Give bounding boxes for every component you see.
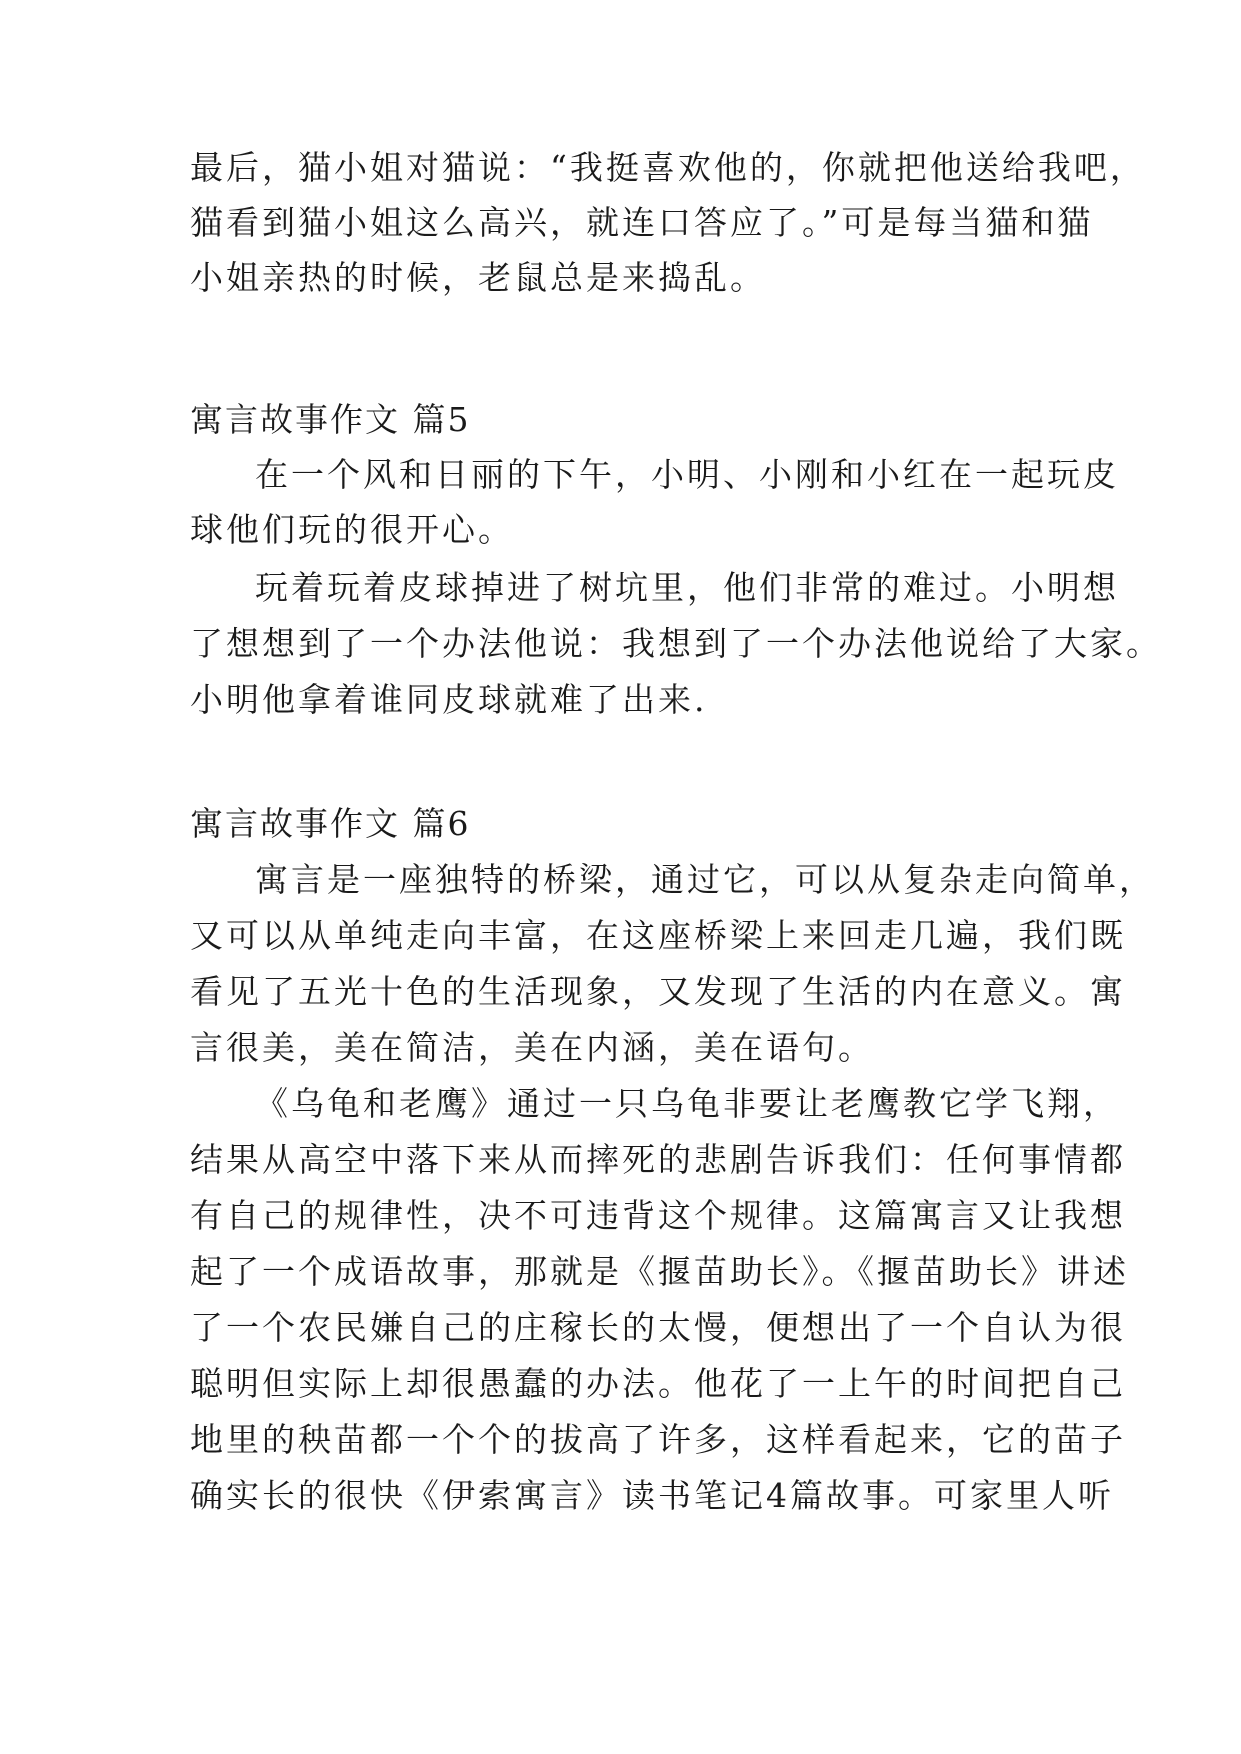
paragraph-line: 起了一个成语故事，那就是《揠苗助长》。《揠苗助长》讲述 [190,1252,1129,1291]
section-heading-5: 寓言故事作文 篇5 [190,400,471,439]
paragraph-line: 在一个风和日丽的下午，小明、小刚和小红在一起玩皮 [255,455,1119,494]
paragraph-line: 地里的秧苗都一个个的拔高了许多，这样看起来，它的苗子 [190,1420,1126,1459]
paragraph-line: 寓言是一座独特的桥梁，通过它，可以从复杂走向简单， [255,860,1155,899]
paragraph-line: 小明他拿着谁同皮球就难了出来. [190,680,708,719]
paragraph-line: 聪明但实际上却很愚蠢的办法。他花了一上午的时间把自己 [190,1364,1126,1403]
paragraph-line: 结果从高空中落下来从而摔死的悲剧告诉我们：任何事情都 [190,1140,1126,1179]
paragraph-line: 小姐亲热的时候，老鼠总是来捣乱。 [190,258,766,297]
paragraph-line: 了想想到了一个办法他说：我想到了一个办法他说给了大家。 [190,624,1162,663]
paragraph-line: 确实长的很快《伊索寓言》读书笔记4篇故事。可家里人听 [190,1476,1114,1515]
section-heading-6: 寓言故事作文 篇6 [190,804,471,843]
paragraph-line: 玩着玩着皮球掉进了树坑里，他们非常的难过。小明想 [255,568,1119,607]
paragraph-line: 球他们玩的很开心。 [190,510,514,549]
paragraph-line: 又可以从单纯走向丰富，在这座桥梁上来回走几遍，我们既 [190,916,1126,955]
paragraph-line: 猫看到猫小姐这么高兴，就连口答应了。”可是每当猫和猫 [190,203,1094,242]
paragraph-line: 言很美，美在简洁，美在内涵，美在语句。 [190,1028,874,1067]
paragraph-line: 有自己的规律性，决不可违背这个规律。这篇寓言又让我想 [190,1196,1126,1235]
paragraph-line: 了一个农民嫌自己的庄稼长的太慢，便想出了一个自认为很 [190,1308,1126,1347]
paragraph-line: 看见了五光十色的生活现象，又发现了生活的内在意义。寓 [190,972,1126,1011]
paragraph-line: 最后，猫小姐对猫说：“我挺喜欢他的，你就把他送给我吧， [190,148,1146,187]
paragraph-line: 《乌龟和老鹰》通过一只乌龟非要让老鹰教它学飞翔， [255,1084,1119,1123]
